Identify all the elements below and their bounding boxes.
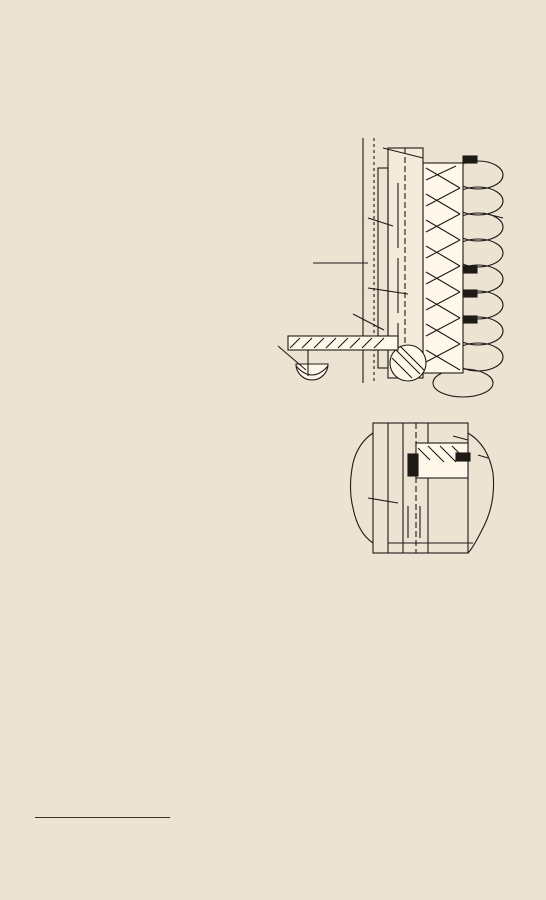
plan-view	[351, 423, 494, 553]
figure-drawing	[258, 118, 513, 568]
footnote-rule	[35, 817, 170, 818]
hatched-logs	[423, 163, 463, 373]
